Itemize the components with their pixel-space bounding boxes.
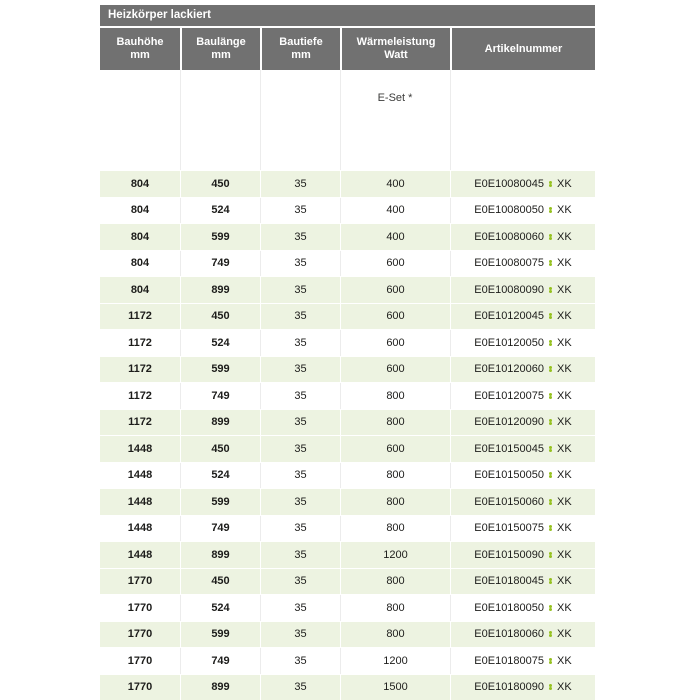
cell-baulaenge: 450 [180, 171, 260, 197]
cell-baulaenge: 524 [180, 463, 260, 489]
artikel-prefix: E0E10180075 [474, 654, 545, 667]
cell-baulaenge: 524 [180, 595, 260, 621]
column-separator [450, 70, 451, 170]
cell-bautiefe: 35 [260, 489, 340, 515]
cell-baulaenge: 749 [180, 251, 260, 277]
artikel-suffix: XK [557, 522, 572, 535]
cell-baulaenge: 524 [180, 198, 260, 224]
col-header-unit: mm [291, 49, 311, 61]
cell-artikelnummer [450, 542, 595, 568]
artikel-suffix: XK [557, 469, 572, 482]
artikel-prefix: E0E10080075 [474, 257, 545, 270]
artikel-prefix: E0E10180060 [474, 628, 545, 641]
cell-artikelnummer [450, 436, 595, 462]
artikel-suffix: XK [557, 257, 572, 270]
artikel-prefix: E0E10150045 [474, 442, 545, 455]
cell-baulaenge: 450 [180, 436, 260, 462]
artikel-prefix: E0E10120045 [474, 310, 545, 323]
color-code-dots-icon [549, 472, 552, 478]
column-separator [340, 70, 341, 170]
color-code-dots-icon [549, 393, 552, 399]
table-row [100, 541, 595, 568]
color-code-dots-icon [549, 499, 552, 505]
cell-artikelnummer [450, 675, 595, 700]
table-title-bar [100, 5, 595, 26]
cell-baulaenge: 599 [180, 357, 260, 383]
artikel-prefix: E0E10120075 [474, 389, 545, 402]
cell-artikelnummer [450, 330, 595, 356]
green-dot [549, 343, 552, 346]
table-row [100, 276, 595, 303]
artikel-prefix: E0E10080050 [474, 204, 545, 217]
color-code-dots-icon [549, 631, 552, 637]
green-dot [549, 396, 552, 399]
color-code-dots-icon [549, 446, 552, 452]
table-row [100, 197, 595, 224]
color-code-dots-icon [549, 313, 552, 319]
cell-watt: 800 [340, 383, 450, 409]
artikel-suffix: XK [557, 548, 572, 561]
cell-bautiefe: 35 [260, 198, 340, 224]
table-row [100, 435, 595, 462]
cell-artikelnummer [450, 224, 595, 250]
cell-bauhoehe: 1172 [128, 389, 152, 402]
cell-bauhoehe: 1448 [127, 442, 153, 455]
column-separator [260, 70, 261, 170]
table-row [100, 594, 595, 621]
col-header-artikelnummer [450, 28, 595, 70]
col-header-label: Bauhöhe [116, 36, 164, 48]
cell-bautiefe: 35 [260, 224, 340, 250]
cell-artikelnummer [450, 595, 595, 621]
cell-bautiefe: 35 [260, 171, 340, 197]
table-row [100, 329, 595, 356]
cell-bautiefe: 35 [260, 383, 340, 409]
cell-baulaenge: 450 [180, 304, 260, 330]
green-dot [549, 661, 552, 664]
artikel-suffix: XK [557, 601, 572, 614]
cell-bautiefe: 35 [260, 304, 340, 330]
color-code-dots-icon [549, 260, 552, 266]
table-row [100, 250, 595, 277]
cell-artikelnummer [450, 410, 595, 436]
cell-watt: 1200 [340, 648, 450, 674]
cell-artikelnummer [450, 648, 595, 674]
cell-bauhoehe: 1770 [127, 575, 153, 588]
artikel-suffix: XK [557, 310, 572, 323]
cell-baulaenge: 749 [180, 516, 260, 542]
cell-bautiefe: 35 [260, 569, 340, 595]
cell-bauhoehe: 1172 [128, 363, 152, 376]
color-code-dots-icon [549, 605, 552, 611]
artikel-prefix: E0E10150075 [474, 522, 545, 535]
artikel-suffix: XK [557, 336, 572, 349]
green-dot [549, 449, 552, 452]
green-dot [549, 316, 552, 319]
green-dot [549, 528, 552, 531]
cell-baulaenge: 749 [180, 383, 260, 409]
artikel-prefix: E0E10080045 [474, 177, 545, 190]
cell-bautiefe: 35 [260, 251, 340, 277]
col-header-waermeleistung [340, 28, 450, 70]
cell-watt: 600 [340, 436, 450, 462]
artikel-prefix: E0E10120090 [474, 416, 545, 429]
cell-bauhoehe: 1448 [127, 469, 153, 482]
col-header-unit: Watt [384, 49, 408, 61]
cell-artikelnummer [450, 357, 595, 383]
cell-bauhoehe: 1172 [128, 310, 152, 323]
col-header-baulaenge [180, 28, 260, 70]
col-header-label: Wärmeleistung [356, 36, 436, 48]
artikel-prefix: E0E10080090 [474, 283, 545, 296]
cell-baulaenge: 749 [180, 648, 260, 674]
table-row [100, 170, 595, 197]
cell-bauhoehe: 1770 [127, 601, 153, 614]
column-separator [180, 70, 181, 170]
cell-watt: 400 [340, 224, 450, 250]
artikel-prefix: E0E10180050 [474, 601, 545, 614]
col-header-unit: mm [130, 49, 150, 61]
cell-bauhoehe: 1770 [127, 681, 153, 694]
artikel-suffix: XK [557, 363, 572, 376]
cell-watt: 800 [340, 622, 450, 648]
cell-artikelnummer [450, 383, 595, 409]
cell-watt: 800 [340, 569, 450, 595]
color-code-dots-icon [549, 340, 552, 346]
artikel-prefix: E0E10180090 [474, 681, 545, 694]
table-row [100, 647, 595, 674]
green-dot [549, 263, 552, 266]
table-row [100, 488, 595, 515]
table-row [100, 409, 595, 436]
cell-artikelnummer [450, 171, 595, 197]
cell-bautiefe: 35 [260, 648, 340, 674]
cell-watt: 1500 [340, 675, 450, 700]
cell-watt: 600 [340, 357, 450, 383]
cell-artikelnummer [450, 516, 595, 542]
color-code-dots-icon [549, 366, 552, 372]
green-dot [549, 502, 552, 505]
cell-watt: 800 [340, 463, 450, 489]
artikel-suffix: XK [557, 204, 572, 217]
cell-bautiefe: 35 [260, 330, 340, 356]
cell-baulaenge: 599 [180, 622, 260, 648]
color-code-dots-icon [549, 419, 552, 425]
cell-bautiefe: 35 [260, 357, 340, 383]
cell-watt: 400 [340, 171, 450, 197]
green-dot [549, 210, 552, 213]
cell-watt: 1200 [340, 542, 450, 568]
cell-baulaenge: 899 [180, 410, 260, 436]
cell-bauhoehe: 1448 [127, 522, 153, 535]
cell-bauhoehe: 1172 [128, 336, 152, 349]
color-code-dots-icon [549, 578, 552, 584]
table-row [100, 223, 595, 250]
green-dot [549, 608, 552, 611]
artikel-suffix: XK [557, 283, 572, 296]
table-row [100, 462, 595, 489]
col-header-label: Artikelnummer [484, 42, 563, 55]
color-code-dots-icon [549, 658, 552, 664]
artikel-prefix: E0E10180045 [474, 575, 545, 588]
cell-baulaenge: 599 [180, 489, 260, 515]
cell-bauhoehe: 804 [130, 257, 150, 270]
color-code-dots-icon [549, 684, 552, 690]
green-dot [549, 237, 552, 240]
green-dot [549, 581, 552, 584]
spec-table [100, 5, 595, 700]
artikel-prefix: E0E10150060 [474, 495, 545, 508]
table-row [100, 515, 595, 542]
table-subheader [100, 70, 595, 170]
cell-artikelnummer [450, 569, 595, 595]
cell-bautiefe: 35 [260, 622, 340, 648]
cell-bauhoehe: 804 [130, 230, 150, 243]
cell-bautiefe: 35 [260, 595, 340, 621]
artikel-prefix: E0E10080060 [474, 230, 545, 243]
table-title: Heizkörper lackiert [108, 9, 211, 21]
green-dot [549, 634, 552, 637]
cell-artikelnummer [450, 304, 595, 330]
table-row [100, 568, 595, 595]
artikel-prefix: E0E10120050 [474, 336, 545, 349]
table-row [100, 674, 595, 700]
artikel-suffix: XK [557, 575, 572, 588]
cell-artikelnummer [450, 489, 595, 515]
green-dot [549, 475, 552, 478]
cell-watt: 400 [340, 198, 450, 224]
cell-bauhoehe: 1448 [127, 495, 153, 508]
cell-bautiefe: 35 [260, 675, 340, 700]
artikel-prefix: E0E10150050 [474, 469, 545, 482]
table-row [100, 356, 595, 383]
cell-watt: 600 [340, 330, 450, 356]
artikel-suffix: XK [557, 681, 572, 694]
cell-bauhoehe: 1172 [128, 416, 152, 429]
color-code-dots-icon [549, 552, 552, 558]
color-code-dots-icon [549, 181, 552, 187]
cell-bautiefe: 35 [260, 542, 340, 568]
table-header-row [100, 28, 595, 70]
col-header-bautiefe [260, 28, 340, 70]
cell-bauhoehe: 804 [130, 177, 150, 190]
color-code-dots-icon [549, 234, 552, 240]
green-dot [549, 369, 552, 372]
cell-bauhoehe: 1448 [127, 548, 153, 561]
cell-artikelnummer [450, 277, 595, 303]
color-code-dots-icon [549, 207, 552, 213]
cell-bauhoehe: 804 [130, 283, 150, 296]
cell-artikelnummer [450, 251, 595, 277]
cell-watt: 800 [340, 595, 450, 621]
cell-bauhoehe: 1770 [127, 654, 153, 667]
col-header-bauhoehe [100, 28, 180, 70]
eset-label: E-Set * [377, 92, 413, 104]
color-code-dots-icon [549, 287, 552, 293]
color-code-dots-icon [549, 525, 552, 531]
cell-artikelnummer [450, 463, 595, 489]
artikel-prefix: E0E10120060 [474, 363, 545, 376]
col-header-unit: mm [211, 49, 231, 61]
green-dot [549, 422, 552, 425]
artikel-suffix: XK [557, 230, 572, 243]
artikel-suffix: XK [557, 654, 572, 667]
cell-artikelnummer [450, 622, 595, 648]
cell-bautiefe: 35 [260, 516, 340, 542]
col-header-label: Bautiefe [279, 36, 323, 48]
artikel-suffix: XK [557, 177, 572, 190]
col-header-label: Baulänge [196, 36, 246, 48]
artikel-suffix: XK [557, 442, 572, 455]
cell-watt: 800 [340, 516, 450, 542]
green-dot [549, 687, 552, 690]
cell-watt: 800 [340, 489, 450, 515]
cell-baulaenge: 450 [180, 569, 260, 595]
green-dot [549, 184, 552, 187]
cell-bautiefe: 35 [260, 277, 340, 303]
cell-bauhoehe: 1770 [127, 628, 153, 641]
artikel-suffix: XK [557, 628, 572, 641]
cell-baulaenge: 599 [180, 224, 260, 250]
cell-watt: 600 [340, 251, 450, 277]
green-dot [549, 290, 552, 293]
table-row [100, 382, 595, 409]
cell-bauhoehe: 804 [130, 204, 150, 217]
cell-artikelnummer [450, 198, 595, 224]
cell-bautiefe: 35 [260, 463, 340, 489]
cell-baulaenge: 899 [180, 542, 260, 568]
green-dot [549, 555, 552, 558]
cell-baulaenge: 899 [180, 277, 260, 303]
cell-baulaenge: 524 [180, 330, 260, 356]
table-row [100, 621, 595, 648]
cell-bautiefe: 35 [260, 410, 340, 436]
cell-baulaenge: 899 [180, 675, 260, 700]
artikel-suffix: XK [557, 416, 572, 429]
artikel-suffix: XK [557, 389, 572, 402]
cell-watt: 600 [340, 304, 450, 330]
cell-watt: 800 [340, 410, 450, 436]
artikel-suffix: XK [557, 495, 572, 508]
cell-bautiefe: 35 [260, 436, 340, 462]
table-body [100, 170, 595, 700]
cell-watt: 600 [340, 277, 450, 303]
table-row [100, 303, 595, 330]
artikel-prefix: E0E10150090 [474, 548, 545, 561]
